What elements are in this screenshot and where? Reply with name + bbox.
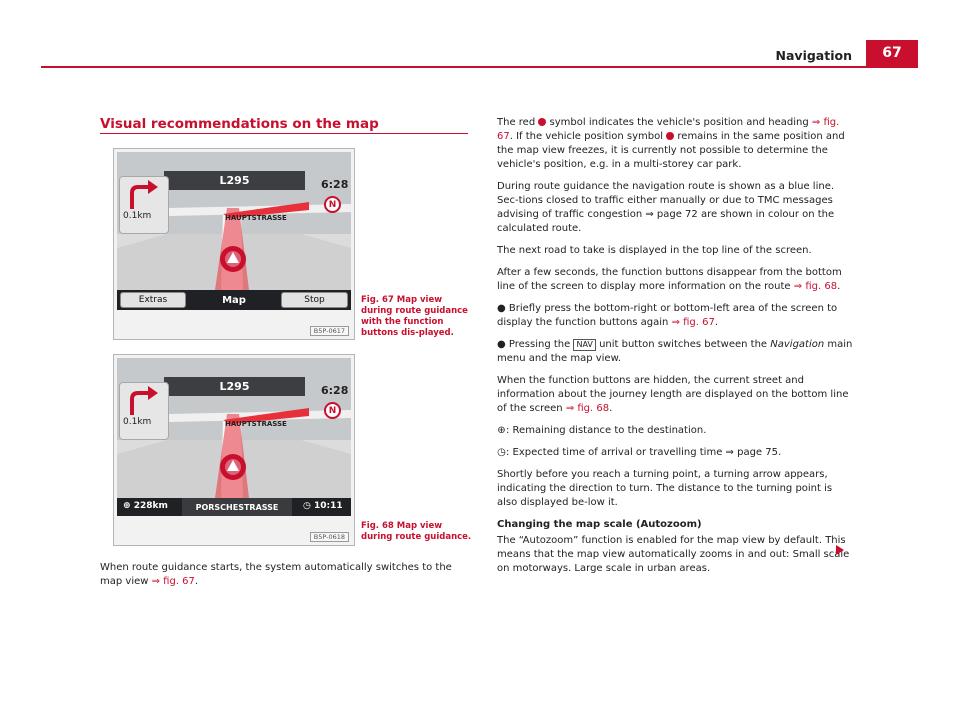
fig-link[interactable]: ⇒ fig. 67 [671,317,715,328]
paragraph: Shortly before you reach a turning point, a turning arrow appears, indicating the direction to turn. The distance to the turning point is also displayed be-low it. [497,469,833,508]
turn-arrow-box [119,382,169,440]
fig-link[interactable]: ⇒ fig. 68 [565,403,610,414]
paragraph: The next road to take is displayed in the top line of the screen. [497,245,812,256]
section-rule [100,133,468,134]
paragraph-text: When route guidance starts, the system automatically switches to the map view [100,562,452,587]
current-street: HAUPTSTRASSE [225,420,287,428]
fig-link[interactable]: ⇒ fig. 67 [151,576,195,587]
current-street: HAUPTSTRASSE [225,214,287,222]
eta: ◷ 10:11 [303,501,343,511]
subheading: Changing the map scale (Autozoom) [497,519,702,530]
extras-button[interactable]: Extras [120,292,186,308]
nav-key: NAV [573,339,595,351]
paragraph [497,374,855,416]
text: symbol indicates the vehicle's position and heading [546,117,812,128]
nav-screen-with-buttons [117,152,351,310]
text: ● Briefly press the bottom-right or bottom-left area of the screen to display the function buttons again [497,303,838,328]
bullet-item [497,338,855,366]
text: : Expected time of arrival or travelling time ⇒ page 75. [506,447,782,458]
next-road-name: L295 [164,377,305,396]
current-street-bar: PORSCHESTRASSE [182,498,292,516]
turn-right-arrow-icon [120,177,166,211]
paragraph [497,424,855,438]
map-view-label: Map [222,294,246,306]
function-button-bar [117,290,351,310]
text: When the function buttons are hidden, the current street and information about the journey length are displayed on the bottom line of the screen [497,375,849,414]
figure-68 [113,354,355,546]
right-column [497,116,855,584]
text: ● Pressing the [497,339,574,350]
turn-distance: 0.1km [123,417,152,427]
paragraph: During route guidance the navigation route is shown as a blue line. Sec-tions closed to traffic either manually or due to TMC messages advising of traffic congestion ⇒ page 72 are shown in colour on the calculated route. [497,181,835,234]
stop-button[interactable]: Stop [281,292,348,308]
turn-distance: 0.1km [123,211,152,221]
paragraph [497,266,855,294]
text: . [837,281,841,292]
paragraph: The “Autozoom” function is enabled for the map view by default. This means that the map view automatically zooms in and out: Small scale on motorways. Large scale in urban areas. [497,535,850,574]
text: . [714,317,719,328]
text: The red [497,117,539,128]
text: . [609,403,613,414]
page-header-title: Navigation [775,48,852,63]
compass-icon[interactable]: N [324,402,341,419]
continue-arrow-icon [836,545,844,555]
header-rule [41,66,918,68]
text: remains in the same position and the map view freezes, it is currently not possible to determine the vehicle's position, e.g. in a multi-storey car park. [497,131,845,170]
nav-screen-guidance [117,358,351,516]
remaining-distance: ⊕ 228km [123,501,168,511]
text: . If the vehicle position symbol [509,131,667,142]
remaining-distance-value: 228km [133,501,168,511]
turn-right-arrow-icon [120,383,166,417]
route-info-bar[interactable] [117,498,351,516]
text: : Remaining distance to the destination. [506,425,707,436]
turn-arrow-box [119,176,169,234]
text: unit button switches between the [595,339,771,350]
paragraph [497,116,855,172]
bullet-item [497,302,855,330]
fig-link[interactable]: ⇒ fig. 67 [497,117,840,142]
fig-link[interactable]: ⇒ fig. 68 [793,281,838,292]
left-paragraph [100,561,470,589]
paragraph-end: . [194,576,199,587]
arrival-time: 6:28 [321,178,349,191]
figure-code: B5P-0618 [310,532,349,542]
section-title: Visual recommendations on the map [100,116,379,132]
next-road-name: L295 [164,171,305,190]
page-number: 67 [866,40,918,66]
emphasis: Navigation [770,339,825,350]
text: After a few seconds, the function buttons disappear from the bottom line of the screen to display more information on the route [497,267,842,292]
clock-icon: ◷ [497,447,506,458]
text: main menu and the map view. [497,339,853,364]
figure-68-caption: Fig. 68 Map view during route guidance. [361,521,472,542]
paragraph [497,446,855,460]
figure-67-caption: Fig. 67 Map view during route guidance with the function buttons dis-played. [361,295,468,338]
arrival-time: 6:28 [321,384,349,397]
figure-67 [113,148,355,340]
compass-icon[interactable]: N [324,196,341,213]
figure-code: B5P-0617 [310,326,349,336]
destination-distance-icon: ⊕ [497,425,506,436]
eta-value: 10:11 [314,501,343,511]
